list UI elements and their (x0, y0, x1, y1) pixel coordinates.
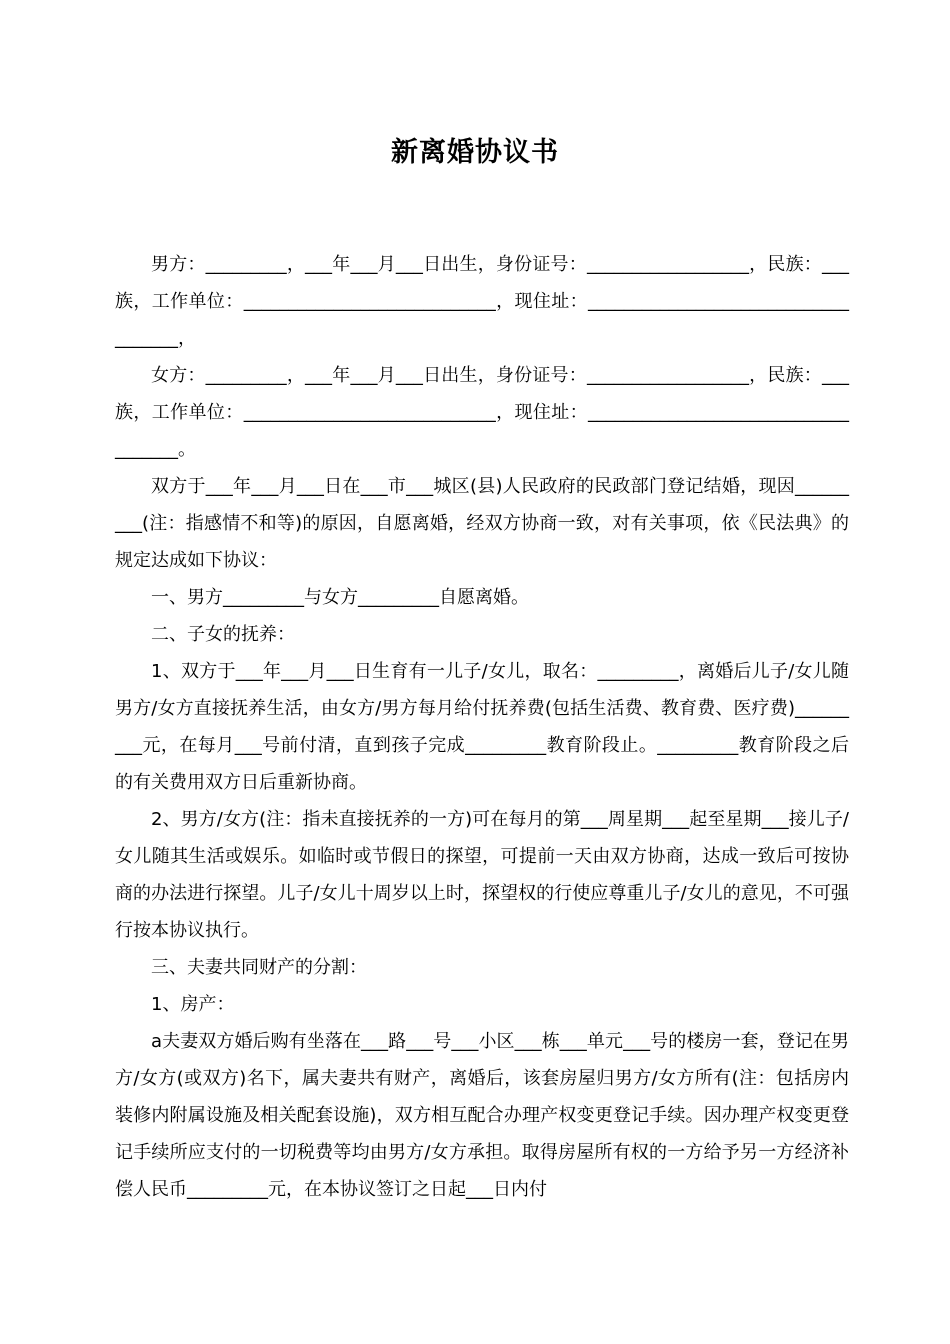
paragraph-marriage-registration: 双方于___年___月___日在___市___城区(县)人民政府的民政部门登记结婚，现因_________(注：指感情不和等)的原因，自愿离婚，经双方协商一致，对有关事项，依《民法典》的规定达成如下协议： (115, 476, 849, 571)
heading-property-division: 三、夫妻共同财产的分割： (151, 957, 367, 978)
clause-real-estate: a夫妻双方婚后购有坐落在___路___号___小区___栋___单元___号的楼房一套，登记在男方/女方(或双方)名下，属夫妻共有财产，离婚后，该套房屋归男方/女方所有(注：包括房内装修内附属设施及相关配套设施)，双方相互配合办理产权变更登记手续。因办理产权变更登记手续所应支付的一切税费等均由男方/女方承担。取得房屋所有权的一方给予另一方经济补偿人民币_________元，在本协议签订之日起___日内付 (115, 1031, 849, 1200)
paragraph-male-party: 男方：_________，___年___月___日出生，身份证号：__________________，民族：___族，工作单位：____________________________，现住址：____________________________________， (115, 254, 849, 349)
clause-divorce: 一、男方_________与女方_________自愿离婚。 (151, 587, 529, 608)
clause-child-support: 1、双方于___年___月___日生育有一儿子/女儿，取名：_________，离婚后儿子/女儿随男方/女方直接抚养生活，由女方/男方每月给付抚养费(包括生活费、教育费、医疗费)_________元，在每月___号前付清，直到孩子完成_________教育阶段止。_________教育阶段之后的有关费用双方日后重新协商。 (115, 661, 849, 793)
document-body (115, 246, 849, 1208)
paragraph-female-party: 女方：_________，___年___月___日出生，身份证号：__________________，民族：___族，工作单位：____________________________，现住址：____________________________________。 (115, 365, 849, 460)
document-title: 新离婚协议书 (391, 137, 559, 168)
heading-real-estate: 1、房产： (151, 994, 235, 1015)
heading-child-custody: 二、子女的抚养： (151, 624, 295, 645)
clause-visitation: 2、男方/女方(注：指未直接抚养的一方)可在每月的第___周星期___起至星期___接儿子/女儿随其生活或娱乐。如临时或节假日的探望，可提前一天由双方协商，达成一致后可按协商的办法进行探望。儿子/女儿十周岁以上时，探望权的行使应尊重儿子/女儿的意见，不可强行按本协议执行。 (115, 809, 849, 941)
